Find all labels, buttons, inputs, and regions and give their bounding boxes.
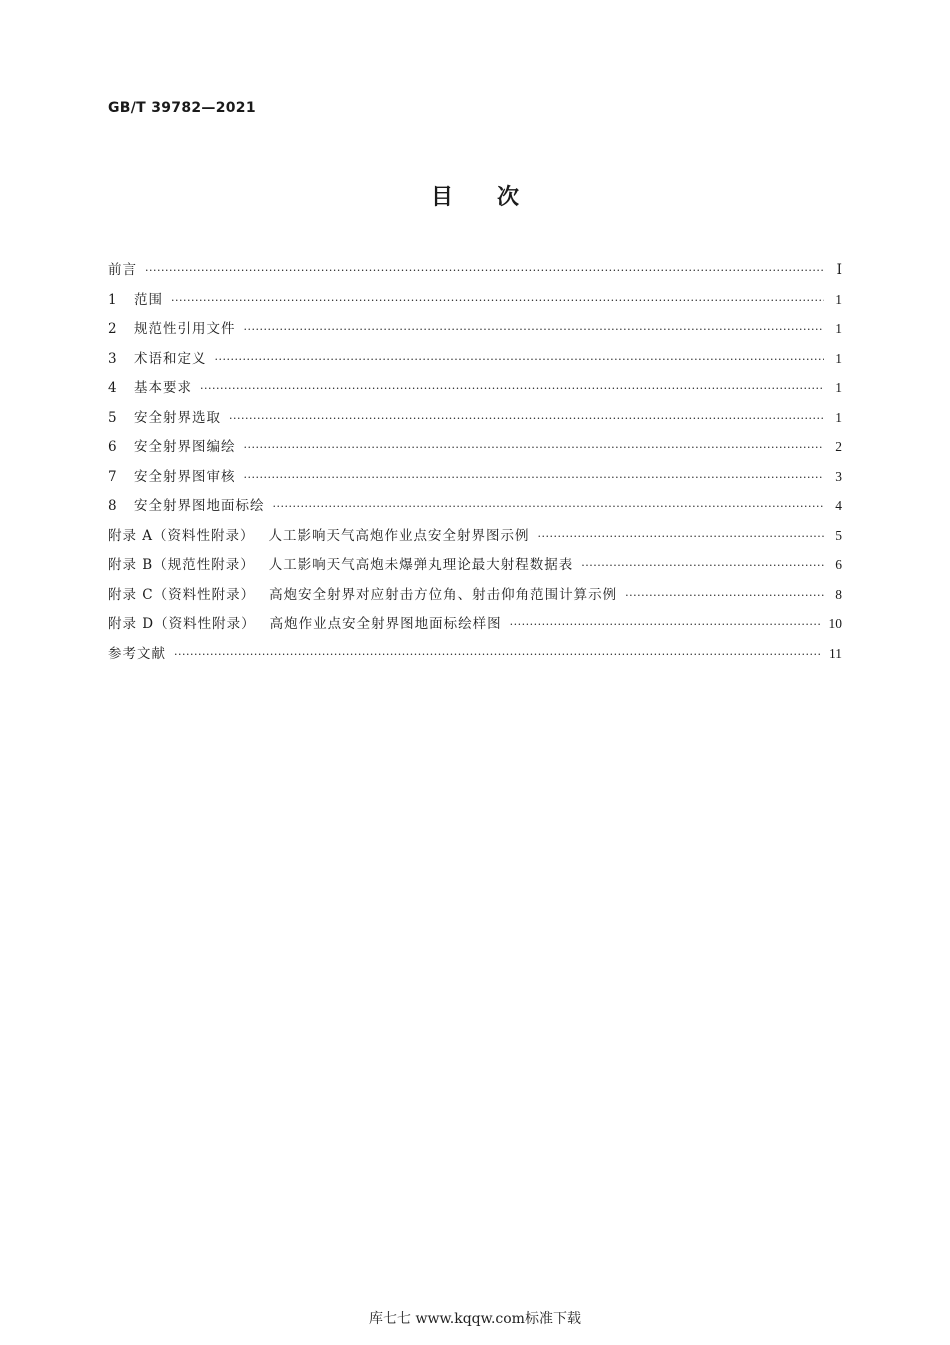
toc-entry-page: 4 xyxy=(835,498,842,513)
toc-entry-page: 3 xyxy=(835,468,842,484)
appendix-prefix: 附录 A（资料性附录） xyxy=(108,527,255,544)
toc-entry-page: 1 xyxy=(835,291,842,307)
toc-leader-dots xyxy=(171,291,824,311)
toc-entry-page: 2 xyxy=(835,439,842,454)
toc-leader-dots xyxy=(625,586,824,606)
page-title: 目次 xyxy=(430,185,563,210)
toc-entry-1[interactable] xyxy=(108,290,842,320)
toc-entry-label: 安全射界选取 xyxy=(134,409,221,426)
toc-leader-dots xyxy=(273,497,825,517)
toc-entry-page: 1 xyxy=(835,380,842,395)
footer-watermark: 库七七 www.kqqw.com标准下载 xyxy=(369,1311,581,1327)
toc-leader-dots xyxy=(215,350,825,370)
toc-entry-page: 1 xyxy=(835,321,842,336)
toc-entry-7[interactable] xyxy=(108,467,842,497)
table-of-contents xyxy=(108,260,842,673)
toc-entry-label: 安全射界图审核 xyxy=(134,468,236,485)
toc-leader-dots xyxy=(229,409,824,429)
toc-leader-dots xyxy=(581,556,824,576)
toc-entry-label: 术语和定义 xyxy=(134,350,207,367)
toc-entry-number: 3 xyxy=(108,350,117,367)
toc-entry-references[interactable] xyxy=(108,644,842,674)
appendix-label: 人工影响天气高炮作业点安全射界图示例 xyxy=(268,527,530,544)
toc-entry-2[interactable] xyxy=(108,319,842,349)
appendix-prefix: 附录 C（资料性附录） xyxy=(108,586,256,603)
toc-entry-page: 5 xyxy=(835,527,842,543)
appendix-label: 高炮作业点安全射界图地面标绘样图 xyxy=(269,616,502,632)
appendix-label: 人工影响天气高炮未爆弹丸理论最大射程数据表 xyxy=(268,557,574,573)
toc-leader-dots xyxy=(538,527,824,547)
toc-entry-number: 1 xyxy=(108,291,117,308)
toc-entry-number: 8 xyxy=(108,498,117,514)
appendix-label: 高炮安全射界对应射击方位角、射击仰角范围计算示例 xyxy=(269,586,618,603)
toc-leader-dots xyxy=(244,468,825,488)
toc-leader-dots xyxy=(174,645,821,665)
standard-code: GB/T 39782—2021 xyxy=(108,100,256,116)
toc-appendix-d[interactable] xyxy=(108,614,842,644)
toc-entry-number: 7 xyxy=(108,468,117,485)
toc-entry-label: 参考文献 xyxy=(108,645,166,662)
toc-entry-page: 1 xyxy=(835,409,842,425)
toc-entry-8[interactable] xyxy=(108,496,842,526)
toc-entry-page: 1 xyxy=(835,350,842,366)
toc-leader-dots xyxy=(145,261,824,281)
toc-entry-page: Ⅰ xyxy=(836,262,842,277)
toc-entry-page: 11 xyxy=(829,645,842,661)
toc-entry-label: 安全射界图地面标绘 xyxy=(134,498,265,514)
toc-leader-dots xyxy=(200,379,824,399)
toc-entry-label: 规范性引用文件 xyxy=(134,321,236,337)
toc-entry-number: 2 xyxy=(108,321,117,337)
toc-entry-number: 6 xyxy=(108,439,117,455)
toc-entry-label: 范围 xyxy=(134,291,163,308)
toc-entry-foreword[interactable] xyxy=(108,260,842,290)
toc-leader-dots xyxy=(244,320,825,340)
toc-entry-5[interactable] xyxy=(108,408,842,438)
toc-entry-number: 4 xyxy=(108,380,117,396)
toc-appendix-b[interactable] xyxy=(108,555,842,585)
toc-leader-dots xyxy=(244,438,825,458)
toc-entry-page: 8 xyxy=(835,586,842,602)
toc-entry-label: 安全射界图编绘 xyxy=(134,439,236,455)
toc-entry-page: 10 xyxy=(828,616,842,631)
toc-entry-number: 5 xyxy=(108,409,117,426)
appendix-prefix: 附录 D（资料性附录） xyxy=(108,616,256,632)
toc-entry-label: 基本要求 xyxy=(134,380,192,396)
toc-entry-6[interactable] xyxy=(108,437,842,467)
appendix-prefix: 附录 B（规范性附录） xyxy=(108,557,255,573)
toc-entry-3[interactable] xyxy=(108,349,842,379)
toc-entry-4[interactable] xyxy=(108,378,842,408)
toc-leader-dots xyxy=(510,615,821,635)
toc-appendix-a[interactable] xyxy=(108,526,842,556)
toc-appendix-c[interactable] xyxy=(108,585,842,615)
toc-entry-page: 6 xyxy=(835,557,842,572)
toc-entry-label: 前言 xyxy=(108,262,137,278)
